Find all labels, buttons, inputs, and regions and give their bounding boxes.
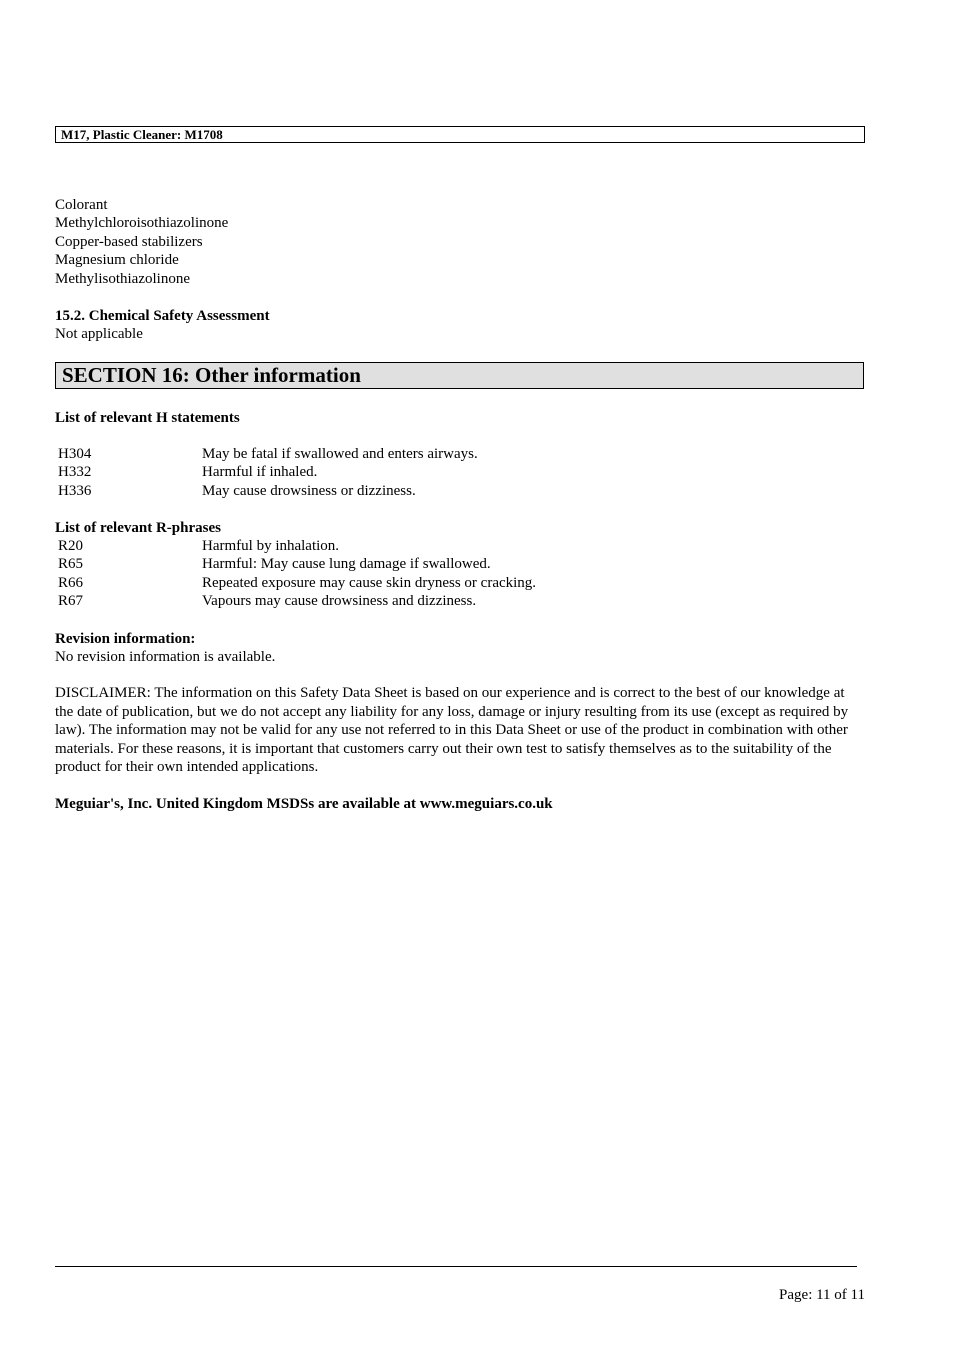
ingredient-item: Methylchloroisothiazolinone: [55, 215, 229, 232]
revision-information: [55, 630, 275, 667]
r-phrases-heading: List of relevant R-phrases: [55, 520, 221, 536]
r-phrase-code: R67: [58, 593, 84, 610]
h-statement-code: H332: [58, 464, 92, 481]
h-statement-row: [55, 445, 855, 463]
h-statement-text: Harmful if inhaled.: [202, 464, 318, 481]
h-statement-code: H304: [58, 446, 92, 462]
msds-availability-note: Meguiar's, Inc. United Kingdom MSDSs are available at www.meguiars.co.uk: [55, 796, 553, 812]
r-phrase-text: Vapours may cause drowsiness and dizziness.: [202, 593, 477, 610]
disclaimer-text: DISCLAIMER: The information on this Safety Data Sheet is based on our experience and is correct to the best of our knowledge at the date of publication, but we do not accept any liability for any loss, damage or injury resulting from its use (except as required by law). The information may not be valid for any use not referred to in this Data Sheet or use of the product in combination with other materials. For these reasons, it is important that customers carry out their own test to satisfy themselves as to the suitability of the product for their own intended applications.: [55, 685, 849, 775]
h-statement-row: [55, 482, 855, 500]
ingredient-item: Copper-based stabilizers: [55, 233, 203, 250]
h-statement-text: May be fatal if swallowed and enters airways.: [202, 446, 478, 462]
ingredient-item: Colorant: [55, 197, 108, 213]
document-header: M17, Plastic Cleaner: M1708: [55, 126, 865, 143]
revision-heading: Revision information:: [55, 631, 196, 647]
h-statements-heading: List of relevant H statements: [55, 410, 240, 426]
r-phrase-text: Repeated exposure may cause skin dryness or cracking.: [202, 574, 537, 591]
ingredient-item: Magnesium chloride: [55, 252, 179, 269]
chemical-safety-value: Not applicable: [55, 326, 143, 343]
footer-divider: [55, 1266, 857, 1267]
h-statements-list: [55, 445, 855, 500]
h-statement-row: [55, 463, 855, 481]
h-statement-text: May cause drowsiness or dizziness.: [202, 482, 416, 499]
chemical-safety-assessment: [55, 307, 270, 344]
revision-value: No revision information is available.: [55, 649, 276, 666]
r-phrase-row: [55, 592, 855, 610]
ingredient-list: [55, 196, 228, 288]
h-statement-code: H336: [58, 482, 92, 499]
r-phrase-row: [55, 537, 855, 555]
r-phrase-code: R66: [58, 574, 84, 591]
r-phrase-row: [55, 555, 855, 573]
page-number: Page: 11 of 11: [779, 1287, 865, 1303]
r-phrases-list: [55, 537, 855, 611]
r-phrase-code: R65: [58, 556, 84, 573]
chemical-safety-heading: 15.2. Chemical Safety Assessment: [55, 308, 270, 324]
ingredient-item: Methylisothiazolinone: [55, 270, 190, 287]
r-phrase-text: Harmful: May cause lung damage if swallowed.: [202, 556, 491, 573]
section-16-title: SECTION 16: Other information: [55, 362, 864, 389]
r-phrase-row: [55, 574, 855, 592]
r-phrase-code: R20: [58, 538, 84, 554]
r-phrase-text: Harmful by inhalation.: [202, 538, 340, 554]
